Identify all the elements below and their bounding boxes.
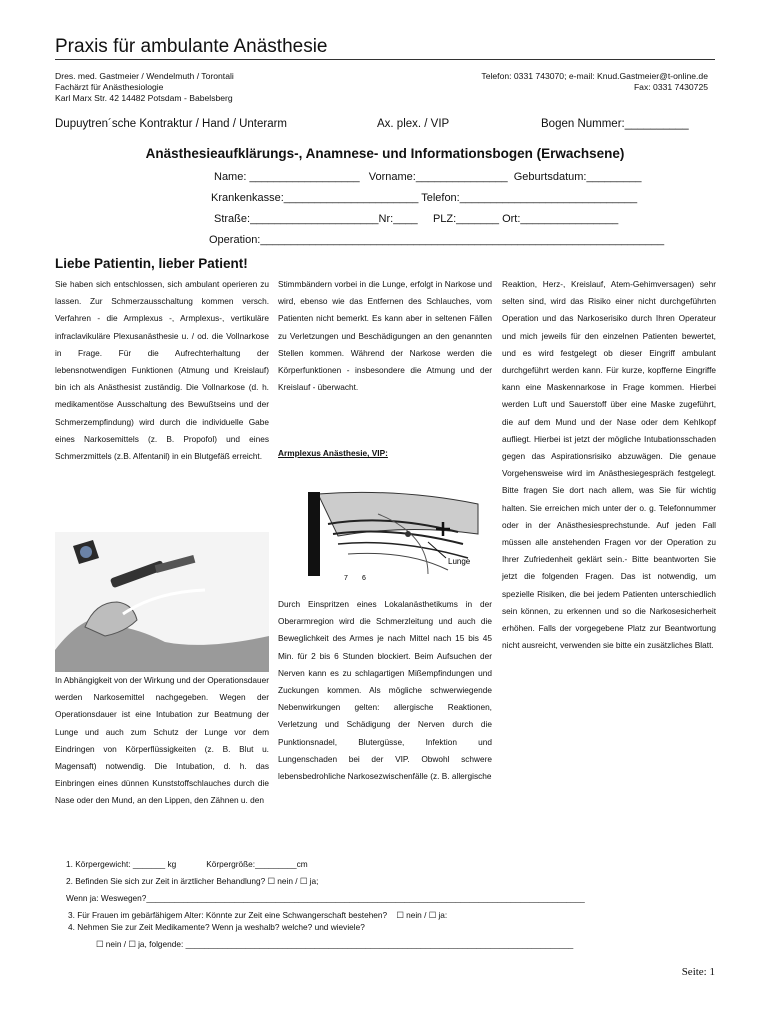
- column-1-bottom: [55, 672, 269, 810]
- column-3: [502, 276, 716, 654]
- column-1-top: [55, 276, 269, 465]
- title-rule: [55, 59, 715, 60]
- figure-caption: Armplexus Anästhesie, VIP:: [278, 448, 388, 458]
- svg-text:6: 6: [362, 575, 366, 582]
- address-line: Dres. med. Gastmeier / Wendelmuth / Torontali: [55, 71, 234, 81]
- practice-address: [55, 71, 234, 104]
- column-2-bottom: [278, 596, 492, 785]
- address-line: Karl Marx Str. 42 14482 Potsdam - Babelsberg: [55, 93, 233, 103]
- method-label: Ax. plex. / VIP: [377, 118, 450, 130]
- paragraph-armplexus: Durch Einspritzen eines Lokalanästhetikums in der Oberarmregion wird die Schmerzleitung und auch die Beweglichkeit des Armes je nach Mittel nach 15 bis 45 Min. für 2 bis 6 Stunden blockiert. Beim Aufsuchen der Nerven kann es zu schlagartigen Mißempfindungen und Zuckungen kommen. Als mögliche schwerwiegende Nebenwirkungen gelten: allergische Reaktionen, Verletzung und Schädigung der Nerven durch die Punktionsnadel, Blutergüsse, Infektion und Lungenschaden bei der VIP. Obwohl schwere lebensbedrohliche Narkosezwischenfälle (z. B. allergische: [278, 599, 492, 782]
- procedure-label: Dupuytren´sche Kontraktur / Hand / Unterarm: [55, 118, 288, 130]
- contact-line: Telefon: 0331 743070; e-mail: Knud.Gastmeier@t-online.de: [481, 71, 708, 81]
- address-line: Fachärzt für Anästhesiologie: [55, 82, 164, 92]
- form-line-insurance[interactable]: Krankenkasse:______________________ Telefon:_____________________________: [211, 192, 638, 204]
- paragraph-risks: Reaktion, Herz-, Kreislauf, Atem-Gehimversagen) sehr selten sind, wird das Risiko einer nicht durchgeführten Operation und das Narkoserisiko durch Ihren Operateur und mich jeweils für den einzelnen Patienten bewertet, und es wird festgelegt ob dieser Eingriff ambulant durchgeführt werden kann. Für kurze, kopfferne Eingriffe kann eine Maskennarkose in Frage kommen. Hierbei werden Luft und Sauerstoff über eine Maske zugeführt, die auf dem Mund und der Nase oder dem Kehlkopf aufliegt. Hierbei ist jetzt der mögliche Intubationsschaden gegen das Aspirationsrisiko abzuwägen. Die genaue Vorgehensweise wird im Anästhesiegespräch festgelegt. Bitte fragen Sie dort nach allem, was Sie für wichtig halten. Sie erreichen mich unter der o. g. Telefonnummer oder in der Anästhesiesprechstunde. Auf jeden Fall müssen alle anstehenden Fragen vor der Operation zu Ihrer Zufriedenheit geklärt sein.- Bitte beantworten Sie jetzt die folgenden Fragen. Das ist notwendig, um spezielle Risiken, die bei jedem Patienten unterschiedlich sein können, zu erkennen und so die Narkosesicherheit erhöhen. Falls der vorgegebene Platz zur Beantwortung nicht ausreicht, verwenden sie bitte ein zusätzliches Blatt.: [502, 279, 716, 651]
- plexus-anatomy-illustration: [278, 474, 492, 589]
- question-pregnancy[interactable]: 3. Für Frauen im gebärfähigem Alter: Könnte zur Zeit eine Schwangerschaft bestehen? ☐ nein / ☐ ja:: [68, 910, 448, 920]
- page-number: Seite: 1: [681, 966, 715, 978]
- intubation-illustration: [55, 532, 269, 672]
- question-treatment[interactable]: 2. Befinden Sie sich zur Zeit in ärztlicher Behandlung? ☐ nein / ☐ ja;: [66, 876, 319, 886]
- column-2-top: [278, 276, 492, 396]
- question-treatment-reason[interactable]: Wenn ja: Weswegen?_______________________________________________________________________________________________: [66, 893, 585, 903]
- lung-label: Lunge: [448, 557, 471, 566]
- practice-contact: [481, 71, 708, 93]
- form-line-name[interactable]: Name: __________________ Vorname:_______________ Geburtsdatum:_________: [214, 171, 642, 183]
- sheet-number: Bogen Nummer:__________: [541, 118, 689, 130]
- paragraph-intro: Sie haben sich entschlossen, sich ambulant operieren zu lassen. Zur Schmerzausschaltung kommen versch. Verfahren - die Armplexus -, Armplexus-, vertikuläre infraclavikuläre Plexusanästhesie u. / od. die Vollnarkose in Frage. Für die Aufrechterhaltung der lebensnotwendigen Funktionen (Atmung und Kreislauf) bin ich als Anästhesist zuständig. Die Vollnarkose (d. h. medikamentöse Ausschaltung des Bewußtseins und der Schmerzempfindung) wird durch die individuelle Gabe eines Narkosemittels (z. B. Propofol) und eines Schmerzmittels (z.B. Alfentanil) in ein Blutgefäß erreicht.: [55, 279, 269, 462]
- svg-text:7: 7: [344, 575, 348, 582]
- greeting: Liebe Patientin, lieber Patient!: [55, 256, 248, 271]
- question-medication-list[interactable]: ☐ nein / ☐ ja, folgende: ____________________________________________________________________________________: [96, 939, 574, 949]
- form-title: Anästhesieaufklärungs-, Anamnese- und Informationsbogen (Erwachsene): [145, 146, 625, 161]
- form-line-address[interactable]: Straße:_____________________Nr:____ PLZ:_______ Ort:________________: [214, 213, 619, 225]
- question-medication[interactable]: 4. Nehmen Sie zur Zeit Medikamente? Wenn ja weshalb? welche? und wieviele?: [68, 922, 365, 932]
- contact-line: Fax: 0331 7430725: [633, 82, 708, 92]
- form-line-operation[interactable]: Operation:__________________________________________________________________: [209, 234, 665, 246]
- paragraph-intubation: In Abhängigkeit von der Wirkung und der Operationsdauer werden Narkosemittel nachgegeben. Wegen der Operationsdauer ist eine Intubation zur Beatmung der Lunge und auch zum Schutz der Lunge vor dem Eindringen von Körperflüssigkeiten (z. B. Blut u. Magensaft) notwendig. Die Intubation, d. h. das Einbringen eines dünnen Kunststoffschlauches durch die Nase oder den Mund, an den Lippen, den Zähnen u. den: [55, 675, 270, 806]
- question-weight-height[interactable]: 1. Körpergewicht: _______ kg Körpergröße:_________cm: [66, 859, 308, 869]
- page-title: Praxis für ambulante Anästhesie: [55, 36, 328, 57]
- paragraph-monitoring: Stimmbändern vorbei in die Lunge, erfolgt in Narkose und wird, ebenso wie das Entfernen des Schlauches, vom Patienten nicht bemerkt. Es kann aber in seltenen Fällen zu Verletzungen und Beschädigungen an den genannten Stellen kommen. Während der Narkose werden die Körperfunktionen - insbesondere die Atmung und der Kreislauf - überwacht.: [278, 279, 492, 393]
